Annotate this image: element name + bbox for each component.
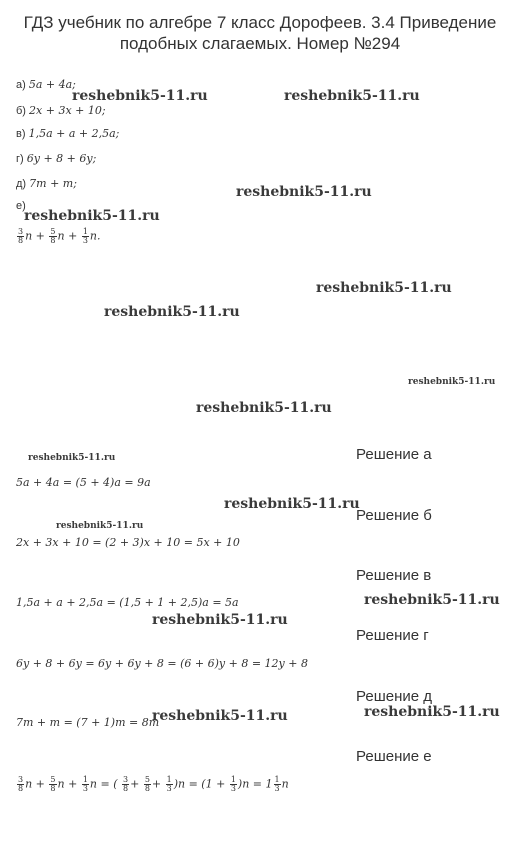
fraction-numerator: 5: [50, 775, 56, 784]
task-label: д): [16, 178, 27, 190]
watermark: reshebnik5-11.ru: [316, 280, 452, 296]
fraction-numerator: 3: [18, 775, 24, 784]
solution-line-f: [16, 776, 289, 793]
fraction-denominator: 8: [123, 784, 129, 793]
task-expression: 5a + 4a;: [28, 78, 76, 91]
solution-line-a: 5a + 4a = (5 + 4)a = 9a: [16, 476, 151, 489]
task-label: а): [16, 79, 26, 91]
task-expression: 1,5a + a + 2,5a;: [28, 127, 120, 140]
fraction-numerator: 1: [82, 227, 88, 236]
watermark: reshebnik5-11.ru: [72, 88, 208, 104]
fraction-denominator: 3: [166, 784, 172, 793]
fraction-denominator: 3: [82, 784, 88, 793]
solution-f-term: +: [151, 777, 162, 791]
task-label: в): [16, 128, 26, 140]
solution-heading-f: Решение е: [356, 748, 432, 765]
solution-f-term: )n = (1 +: [173, 777, 226, 791]
watermark: reshebnik5-11.ru: [152, 708, 288, 724]
watermark: reshebnik5-11.ru: [196, 400, 332, 416]
solution-heading-c: Решение в: [356, 567, 432, 584]
task-d: [16, 152, 96, 165]
watermark: reshebnik5-11.ru: [24, 208, 160, 224]
task-f-term: n +: [25, 229, 45, 243]
fraction-denominator: 8: [50, 784, 56, 793]
page-title: [0, 12, 520, 54]
task-expression: 2x + 3x + 10;: [29, 104, 106, 117]
page-title-line-1: ГДЗ учебник по алгебре 7 класс Дорофеев. 3.4 Приведение: [23, 13, 497, 32]
fraction-numerator: 1: [82, 775, 88, 784]
solution-heading-b: Решение б: [356, 507, 432, 524]
task-label: г): [16, 153, 24, 165]
solution-f-term: +: [130, 777, 140, 791]
watermark: reshebnik5-11.ru: [236, 184, 372, 200]
task-b: [16, 104, 106, 117]
fraction-numerator: 3: [123, 775, 129, 784]
watermark: reshebnik5-11.ru: [152, 612, 288, 628]
fraction-denominator: 8: [18, 236, 24, 245]
fraction-denominator: 8: [18, 784, 24, 793]
fraction-denominator: 8: [50, 236, 56, 245]
fraction-denominator: 3: [274, 784, 280, 793]
fraction-numerator: 5: [144, 775, 150, 784]
solution-line-d: 6y + 8 + 6y = 6y + 6y + 8 = (6 + 6)y + 8 = 12y + 8: [16, 657, 308, 670]
task-a: [16, 78, 76, 91]
watermark: reshebnik5-11.ru: [364, 592, 500, 608]
solution-f-term: n +: [57, 777, 78, 791]
task-f-expression: [16, 228, 101, 245]
watermark: reshebnik5-11.ru: [364, 704, 500, 720]
task-expression: 7m + m;: [29, 177, 77, 190]
task-f-term: n.: [89, 229, 101, 243]
fraction-numerator: 1: [274, 775, 280, 784]
solution-f-term: n = (: [89, 777, 118, 791]
page-title-line-2: подобных слагаемых. Номер №294: [119, 34, 401, 53]
solution-heading-d: Решение г: [356, 627, 429, 644]
fraction-denominator: 3: [82, 236, 88, 245]
solution-line-b: 2x + 3x + 10 = (2 + 3)x + 10 = 5x + 10: [16, 536, 240, 549]
watermark: reshebnik5-11.ru: [28, 453, 116, 463]
fraction-numerator: 1: [230, 775, 236, 784]
fraction-numerator: 1: [166, 775, 172, 784]
task-e: [16, 177, 77, 190]
task-f-term: n +: [57, 229, 78, 243]
watermark: reshebnik5-11.ru: [408, 377, 496, 387]
fraction-denominator: 3: [230, 784, 236, 793]
solution-f-term: n: [281, 777, 289, 791]
solution-f-term: n +: [25, 777, 45, 791]
task-c: [16, 127, 119, 140]
watermark: reshebnik5-11.ru: [56, 521, 144, 531]
solution-heading-a: Решение а: [356, 446, 432, 463]
solution-heading-e: Решение д: [356, 688, 432, 705]
watermark: reshebnik5-11.ru: [104, 304, 240, 320]
fraction-numerator: 5: [50, 227, 56, 236]
watermark: reshebnik5-11.ru: [284, 88, 420, 104]
task-label: б): [16, 105, 26, 117]
task-expression: 6y + 8 + 6y;: [26, 152, 97, 165]
solution-line-c: 1,5a + a + 2,5a = (1,5 + 1 + 2,5)a = 5a: [16, 596, 239, 609]
task-label: е): [16, 200, 26, 212]
solution-f-term: )n = 1: [237, 777, 273, 791]
fraction-denominator: 8: [144, 784, 150, 793]
solution-line-e: 7m + m = (7 + 1)m = 8m: [16, 716, 160, 729]
watermark: reshebnik5-11.ru: [224, 496, 360, 512]
fraction-numerator: 3: [18, 227, 24, 236]
